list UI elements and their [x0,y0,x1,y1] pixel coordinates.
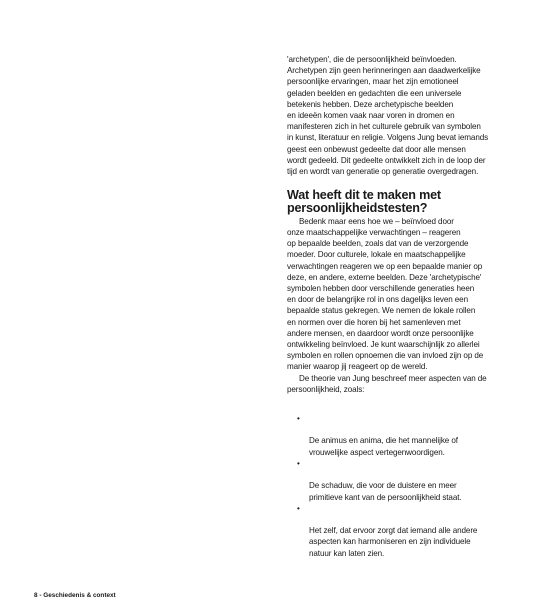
list-item-text: De schaduw, die voor de duistere en meer primitieve kant van de persoonlijkheid staat. [309,481,462,502]
section-heading: Wat heeft dit te maken met persoonlijkheidstesten? [287,188,441,216]
bullet-icon: • [297,414,300,424]
list-item [287,413,509,458]
text-column [287,54,509,559]
bullet-icon: • [297,503,300,513]
list-item-text: De animus en anima, die het mannelijke of vrouwelijke aspect vertegenwoordigen. [309,436,458,457]
page-footer: 8 - Geschiedenis & context [34,592,116,599]
list-item [287,503,509,559]
list-item-text: Het zelf, dat ervoor zorgt dat iemand alle andere aspecten kan harmoniseren en zijn individuele natuur kan laten zien. [309,526,478,558]
aspects-list [287,413,509,559]
paragraph-archetypes: 'archetypen', die de persoonlijkheid beïnvloeden. Archetypen zijn geen herinneringen aan daadwerkelijke persoonlijke ervaringen, maar het zijn emotioneel geladen beelden en gedachten die een universele betekenis hebben. Deze archetypische beelden en ideeën komen vaak naar voren in dromen en manifesteren zich in het culturele gebruik van symbolen in kunst, literatuur en religie. Volgens Jung bevat iemands geest een onbewust gedeelte dat door alle mensen wordt gedeeld. Dit gedeelte ontwikkelt zich in de loop der tijd en wordt van generatie op generatie overgedragen. [287,55,489,177]
paragraph-expectations: Bedenk maar eens hoe we – beïnvloed door onze maatschappelijke verwachtingen – reageren op bepaalde beelden, zoals dat van de verzorgende moeder. Door culturele, lokale en maatschappelijke verwachtingen reageren we op een bepaalde manier op deze, en andere, externe beelden. Deze 'archetypische' symbolen hebben door verschillende generaties heen en door de belangrijke rol in ons dagelijks leven een bepaalde status gekregen. We nemen de lokale rollen en normen over die horen bij het samenleven met andere mensen, en daardoor wordt onze persoonlijke ontwikkeling beïnvloed. Je kunt waarschijnlijk zo allerlei symbolen en rollen opnoemen die van invloed zijn op de manier waarop jij reageert op de wereld. [287,216,484,372]
paragraph-jung-theory: De theorie van Jung beschreef meer aspecten van de persoonlijkheid, zoals: [287,373,487,394]
bullet-icon: • [297,458,300,468]
list-item [287,458,509,503]
